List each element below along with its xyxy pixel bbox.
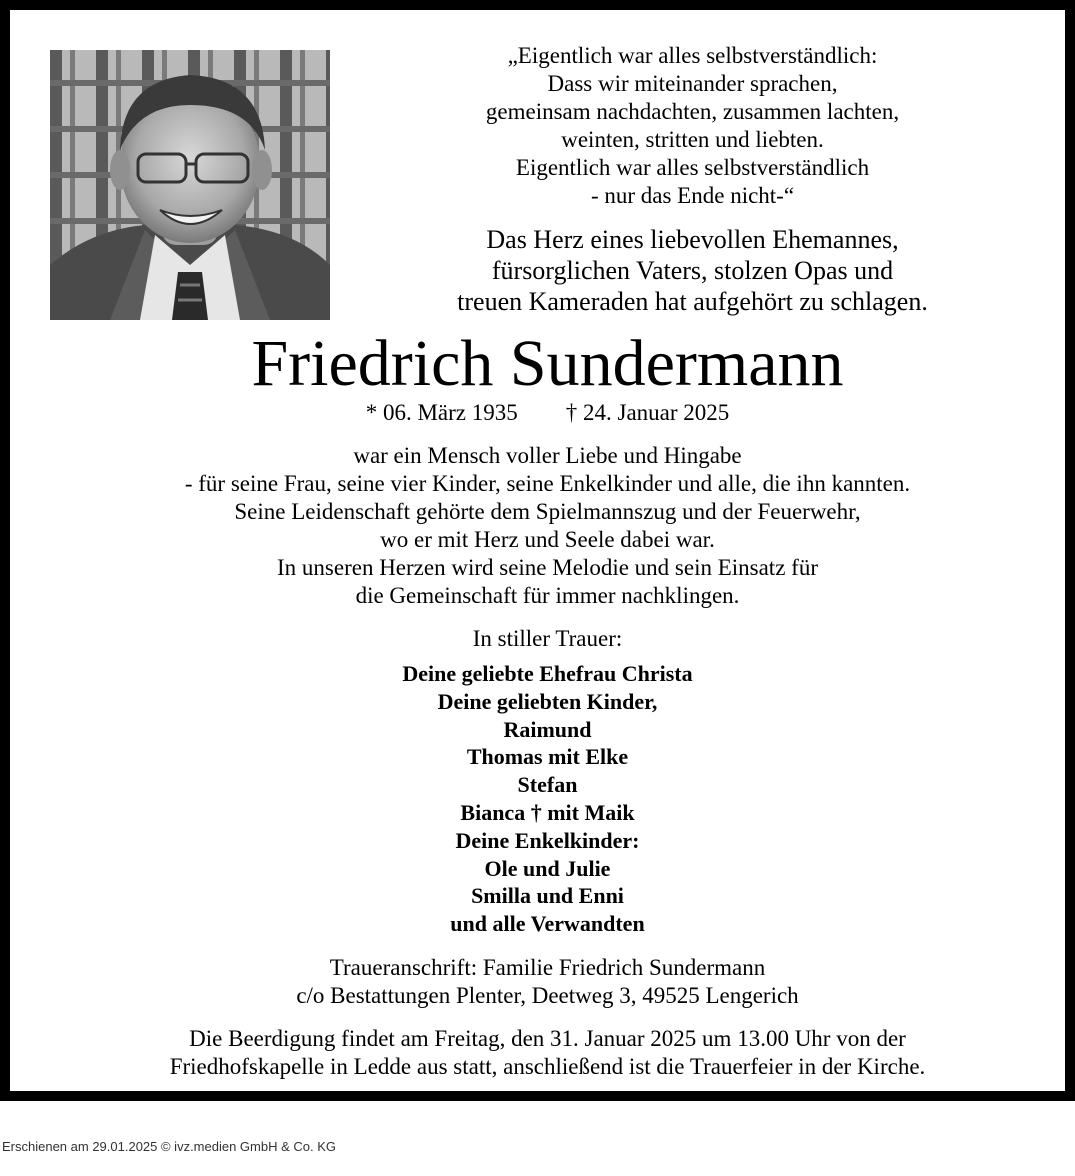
poem-line: „Eigentlich war alles selbstverständlich: (507, 43, 878, 68)
funeral-details (10, 1025, 1075, 1081)
birth-date: * 06. März 1935 (365, 400, 518, 425)
mourner-line: Raimund (503, 716, 592, 742)
mourner-line: und alle Verwandten (450, 911, 645, 937)
mourner-line: Thomas mit Elke (466, 744, 629, 770)
address-line: Traueranschrift: Familie Friedrich Sundermann (329, 955, 766, 980)
mourners-list (10, 660, 1075, 938)
tribute-line: In unseren Herzen wird seine Melodie und sein Einsatz für (277, 555, 818, 580)
address-line: c/o Bestattungen Plenter, Deetweg 3, 49525 Lengerich (296, 983, 799, 1008)
mourner-line: Deine geliebte Ehefrau Christa (402, 661, 693, 686)
poem-line: - nur das Ende nicht-“ (590, 183, 795, 208)
mourner-line: Stefan (517, 772, 578, 798)
mourner-line: Ole und Julie (484, 855, 611, 881)
mourning-intro: In stiller Trauer: (472, 626, 623, 651)
tribute-line: - für seine Frau, seine vier Kinder, seine Enkelkinder und alle, die ihn kannten. (184, 471, 911, 496)
funeral-line: Friedhofskapelle in Ledde aus statt, anschließend ist die Trauerfeier in der Kirche. (169, 1054, 926, 1079)
portrait-photo-graphic (50, 50, 330, 320)
mourner-line: Smilla und Enni (471, 883, 624, 909)
poem-line: Eigentlich war alles selbstverständlich (515, 155, 870, 180)
tribute-line: wo er mit Herz und Seele dabei war. (380, 527, 715, 552)
deceased-name: Friedrich Sundermann (251, 327, 844, 400)
tribute-line: war ein Mensch voller Liebe und Hingabe (353, 443, 742, 468)
heart-line: Das Herz eines liebevollen Ehemannes, (486, 225, 899, 254)
poem-line: gemeinsam nachdachten, zusammen lachten, (485, 99, 900, 124)
portrait-photo (50, 50, 330, 320)
poem-line: Dass wir miteinander sprachen, (547, 71, 838, 96)
heart-statement (405, 224, 980, 317)
life-dates (10, 398, 1075, 428)
publication-footer: Erschienen am 29.01.2025 © ivz.medien GmbH & Co. KG (2, 1139, 337, 1154)
death-date: † 24. Januar 2025 (565, 400, 730, 425)
heart-line: treuen Kameraden hat aufgehört zu schlagen. (457, 287, 928, 316)
mourner-line: Deine geliebten Kinder, (437, 688, 658, 714)
poem-line: weinten, stritten und liebten. (561, 127, 824, 152)
tribute-line: die Gemeinschaft für immer nachklingen. (355, 583, 740, 608)
mourner-line: Bianca † mit Maik (460, 799, 635, 825)
funeral-line: Die Beerdigung findet am Freitag, den 31. Januar 2025 um 13.00 Uhr von der (189, 1026, 906, 1051)
poem (410, 42, 975, 210)
heart-line: fürsorglichen Vaters, stolzen Opas und (491, 256, 894, 285)
tribute-line: Seine Leidenschaft gehörte dem Spielmannszug und der Feuerwehr, (234, 499, 861, 524)
tribute-text (10, 442, 1075, 610)
mourner-line: Deine Enkelkinder: (455, 827, 640, 853)
mourning-address (10, 954, 1075, 1010)
